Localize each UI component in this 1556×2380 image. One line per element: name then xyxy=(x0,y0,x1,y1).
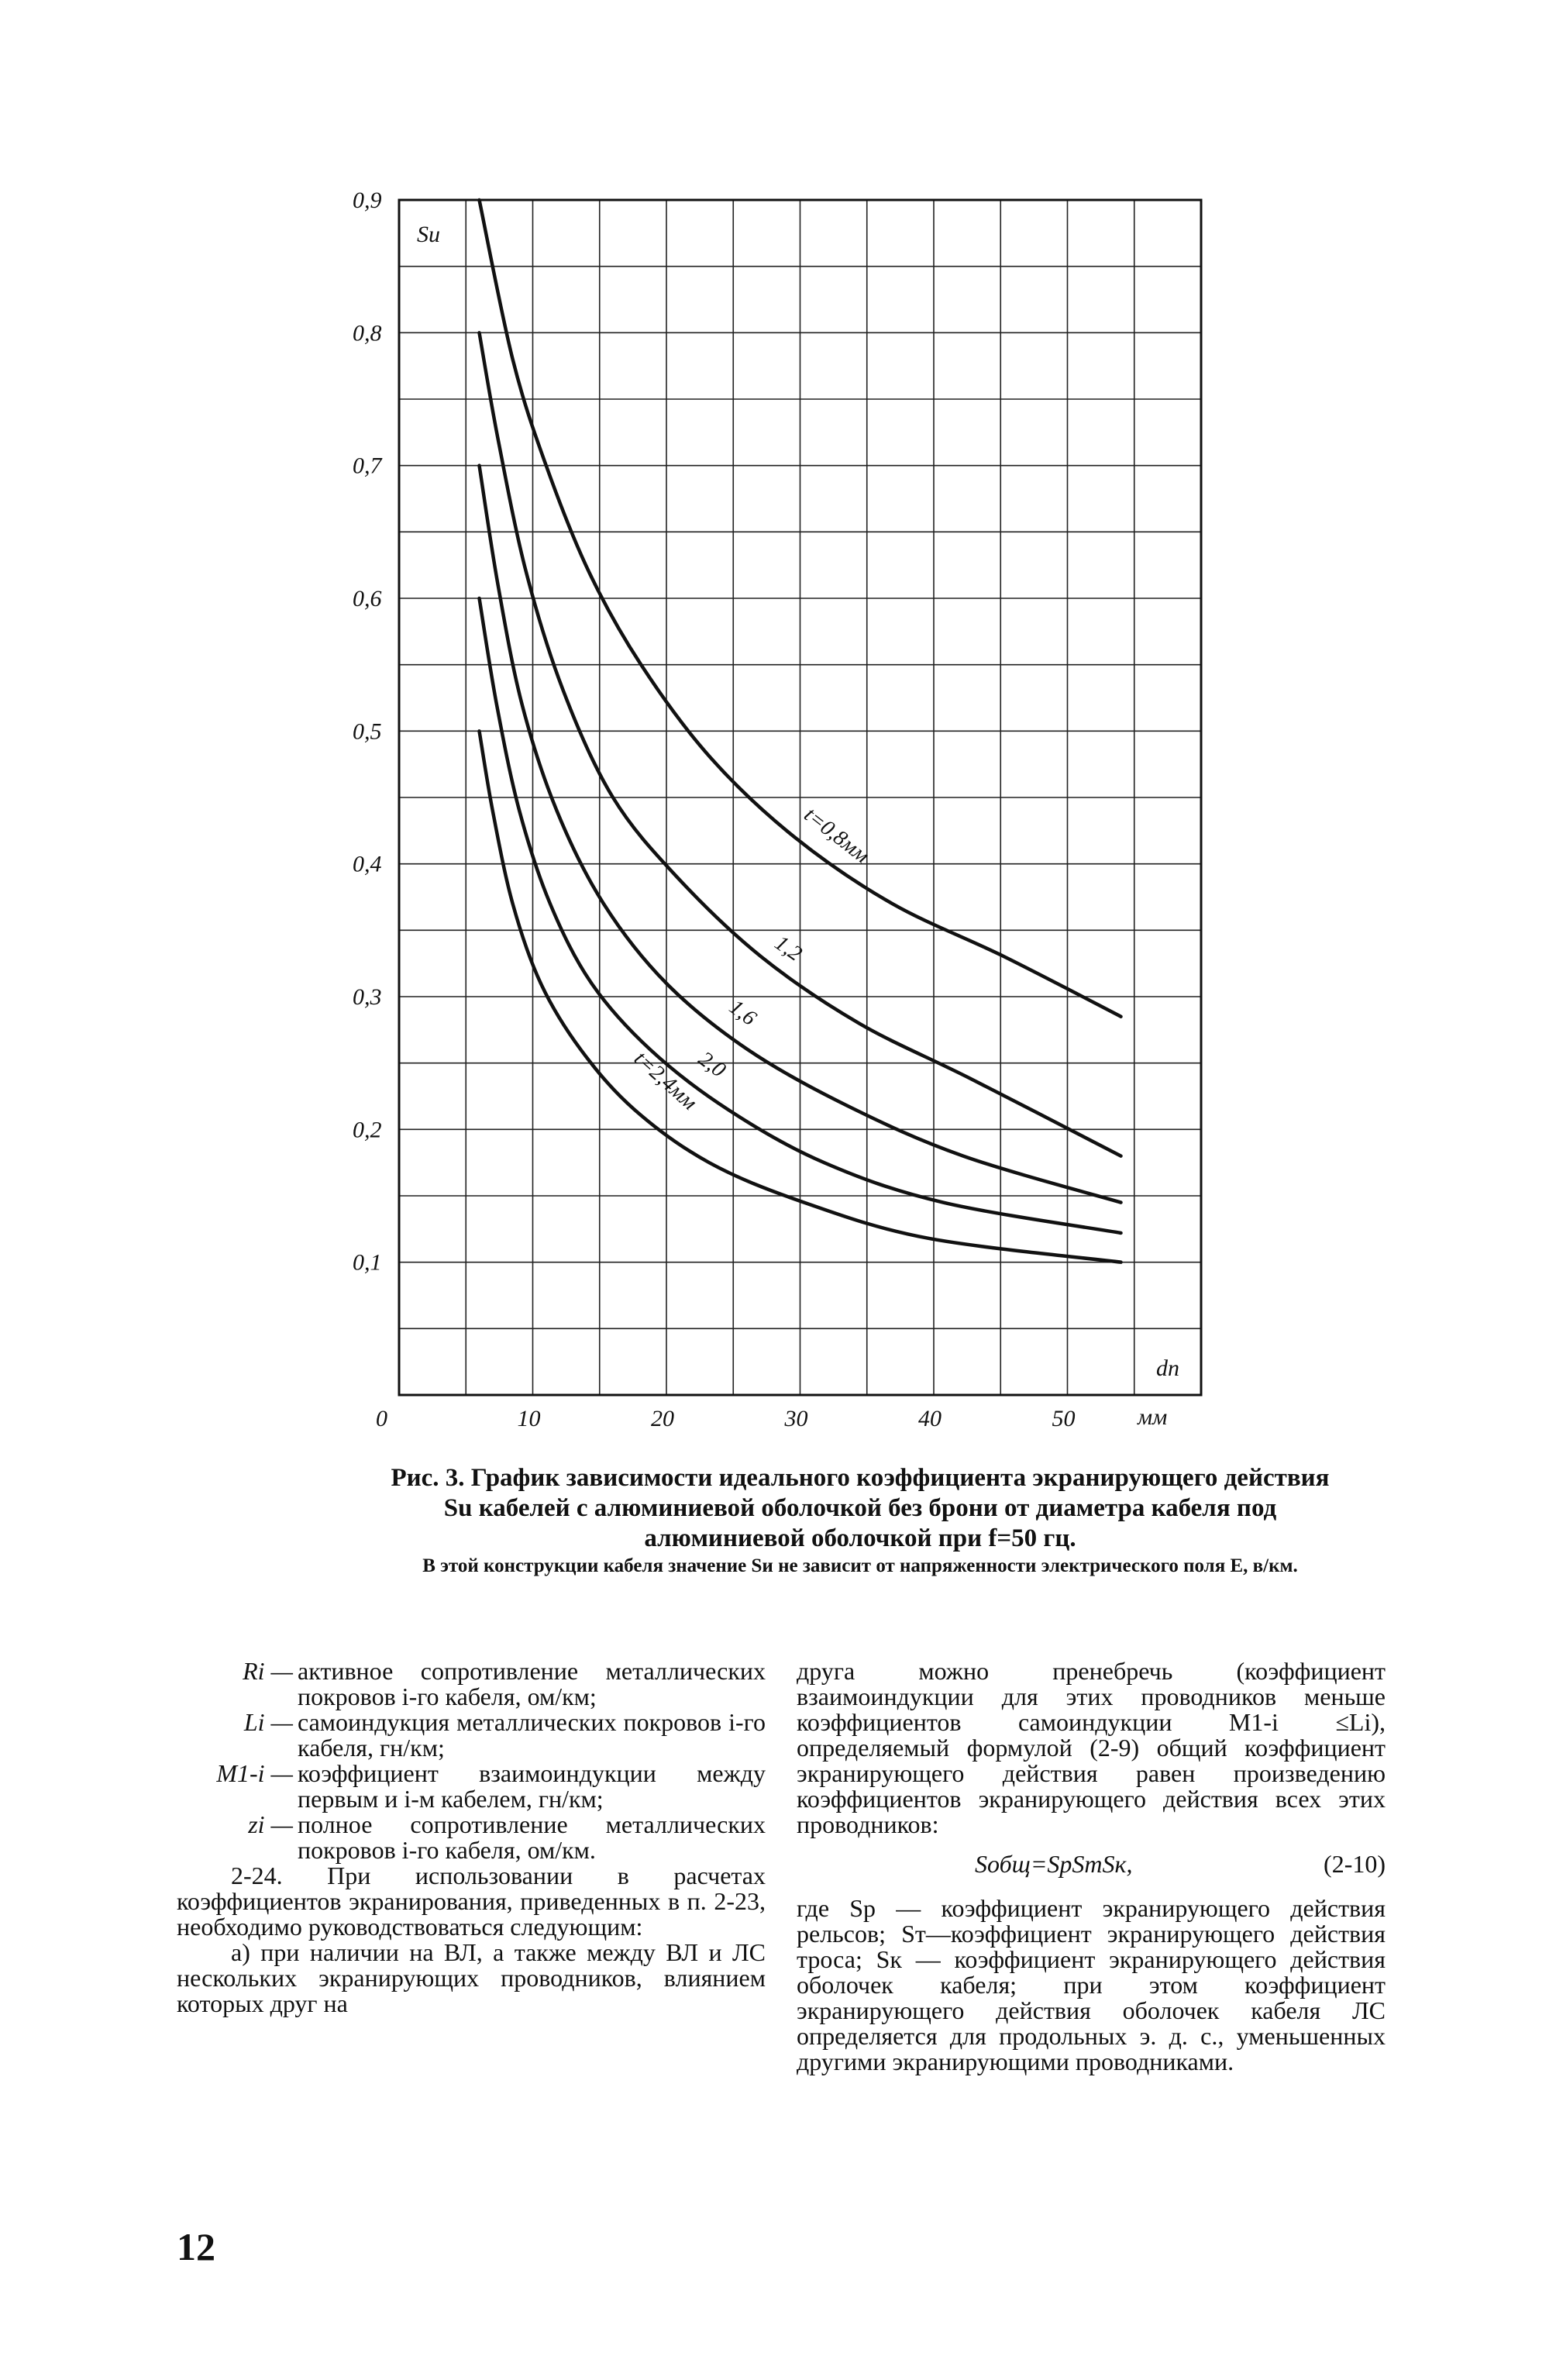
y-tick-label: 0,4 xyxy=(353,851,382,877)
y-tick-label: 0,3 xyxy=(353,984,382,1010)
definition-text: полное сопротивление металлических покровов i-го кабеля, ом/км. xyxy=(298,1810,766,1864)
curve-label: t=2,4мм xyxy=(629,1046,702,1115)
definition-term: Ri — xyxy=(243,1657,293,1685)
equation-number: (2-10) xyxy=(1324,1850,1386,1878)
paragraph: а) при наличии на ВЛ, а также между ВЛ и ЛС нескольких экранирующих проводников, влиянием которых друг на xyxy=(177,1938,766,2017)
x-axis-unit: мм xyxy=(1138,1404,1168,1430)
x-axis-label: dп xyxy=(1156,1355,1179,1381)
paragraph: где Sр — коэффициент экранирующего действия рельсов; Sт—коэффициент экранирующего действия троса; Sк — коэффициент экранирующего действия оболочек кабеля; при этом коэффициент экранирующего действия оболочек кабеля ЛС определяется для продольных э. д. с., уменьшенных другими экранирующими проводниками. xyxy=(797,1894,1386,2075)
figure-caption: Рис. 3. График зависимости идеального коэффициента экранирующего действия Su кабелей с алюминиевой оболочкой без брони от диаметра кабеля под алюминиевой оболочкой при f=50 гц. xyxy=(391,1464,1330,1552)
definition-item xyxy=(177,1710,766,1761)
equation: Sобщ=SрSтSк, xyxy=(975,1850,1133,1878)
definition-term: zi — xyxy=(248,1810,293,1838)
x-tick-labels xyxy=(376,1406,1076,1431)
definition-term: Li — xyxy=(243,1708,293,1736)
y-tick-label: 0,8 xyxy=(353,320,382,346)
definition-text: коэффициент взаимоиндукции между первым и i-м кабелем, гн/км; xyxy=(298,1759,766,1813)
definition-item xyxy=(177,1658,766,1710)
x-tick-label: 20 xyxy=(651,1406,674,1431)
page-number: 12 xyxy=(177,2225,215,2268)
x-tick-label: 40 xyxy=(918,1406,942,1431)
y-tick-label: 0,9 xyxy=(353,188,382,213)
y-tick-label: 0,1 xyxy=(353,1249,382,1276)
y-tick-label: 0,5 xyxy=(353,718,382,745)
definition-item xyxy=(177,1761,766,1812)
x-tick-label: 30 xyxy=(784,1406,808,1431)
definition-text: активное сопротивление металлических покровов i-го кабеля, ом/км; xyxy=(298,1657,766,1710)
curve-label: 1,2 xyxy=(769,931,807,966)
y-tick-labels xyxy=(353,188,384,1276)
curve-label: 1,6 xyxy=(725,994,761,1031)
figure-note: В этой конструкции кабеля значение Sи не зависит от напряженности электрического поля E, в/км. xyxy=(422,1555,1298,1576)
x-tick-label: 0 xyxy=(376,1406,387,1431)
equation-row xyxy=(797,1851,1386,1877)
curve-label: t=0,8мм xyxy=(799,802,874,869)
right-column xyxy=(797,1658,1386,2075)
paragraph: друга можно пренебречь (коэффициент взаимоиндукции для этих проводников меньше коэффициентов самоиндукции M1-i ≤Li), определяемый формулой (2-9) общий коэффициент экранирующего действия равен произведению коэффициентов экранирующего действия всех этих проводников: xyxy=(797,1657,1386,1838)
y-tick-label: 0,6 xyxy=(353,586,382,611)
definition-text: самоиндукция металлических покровов i-го кабеля, гн/км; xyxy=(298,1708,766,1762)
definition-term: M1-i — xyxy=(216,1759,293,1787)
definition-item xyxy=(177,1812,766,1863)
curve-label: 2,0 xyxy=(694,1046,731,1083)
y-axis-label: Sи xyxy=(417,222,440,247)
left-column xyxy=(177,1658,766,2017)
y-tick-label: 0,2 xyxy=(353,1117,382,1143)
x-tick-label: 10 xyxy=(517,1406,541,1431)
paragraph: 2-24. При использовании в расчетах коэффициентов экранирования, приведенных в п. 2-23, необходимо руководствоваться следующим: xyxy=(177,1862,766,1941)
y-tick-label: 0,7 xyxy=(353,453,382,479)
x-tick-label: 50 xyxy=(1052,1406,1076,1431)
